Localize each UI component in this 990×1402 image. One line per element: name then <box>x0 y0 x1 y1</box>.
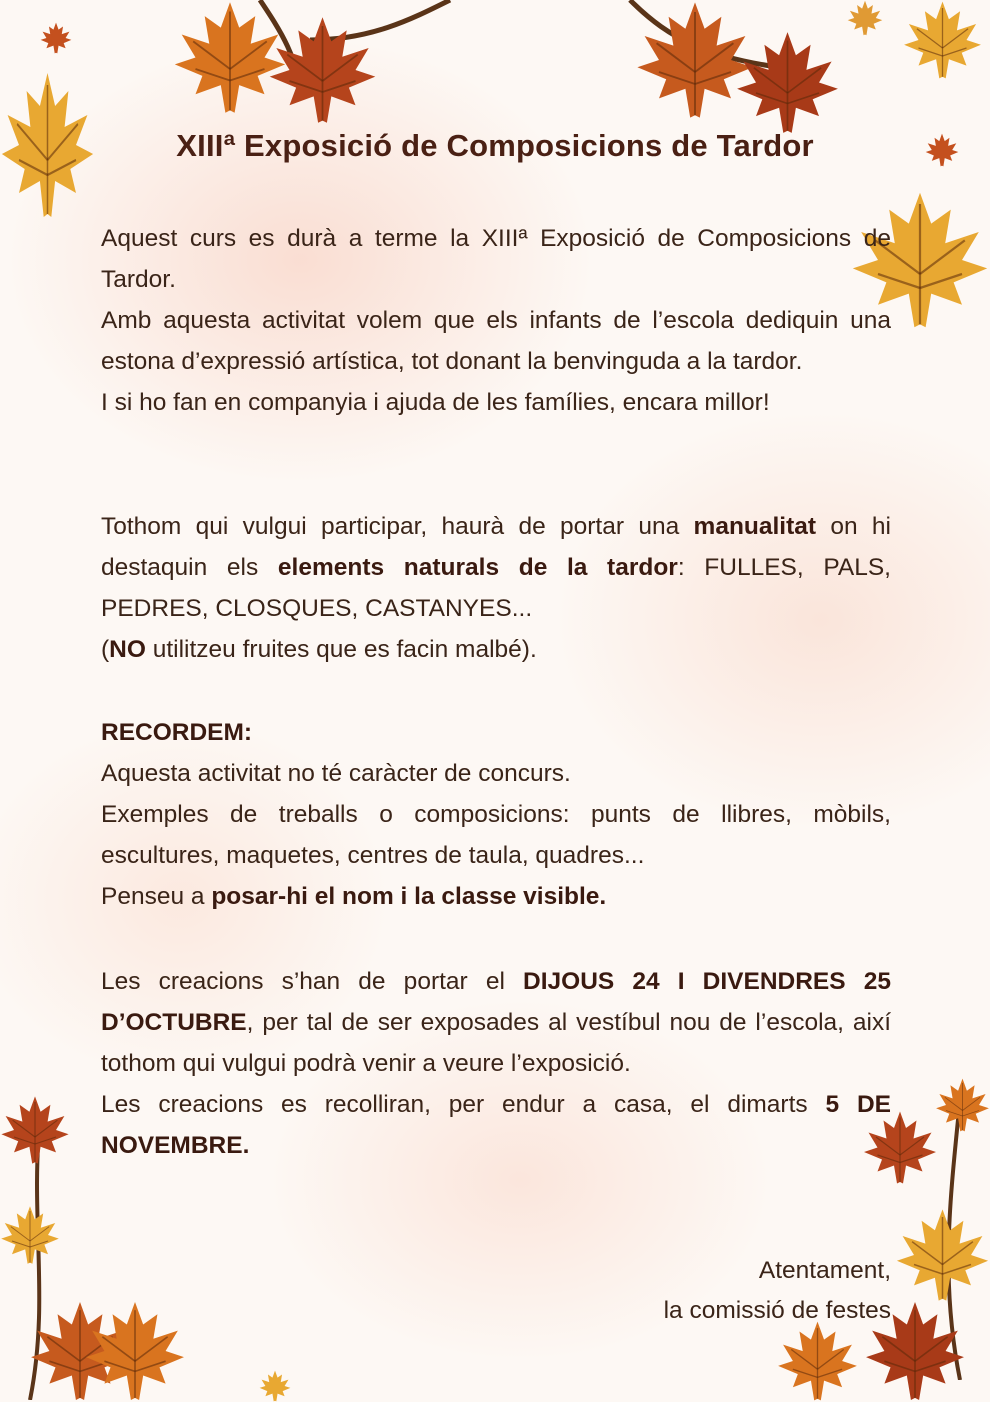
participation-text-5: utilitzeu fruites que es facin malbé). <box>145 636 537 663</box>
reminder-line-3a: Penseu a <box>101 883 212 910</box>
signature-line-1: Atentament, <box>758 1257 891 1284</box>
reminder-line-3-bold: posar-hi el nom i la classe visible. <box>211 883 607 910</box>
intro-paragraph <box>101 218 891 423</box>
dates-text-3: Les creacions es recolliran, per endur a casa, el dimarts <box>101 1091 826 1118</box>
dates-text-2: , per tal de ser exposades al vestíbul nou de l’escola, així tothom qui vulgui podrà venir a veure l’exposició. <box>101 1009 891 1077</box>
participation-bold-no: NO <box>109 636 146 663</box>
participation-text-2: on hi destaquin els <box>101 513 891 581</box>
dates-text-1: Les creacions s’han de portar el <box>101 968 524 995</box>
reminder-line-2: Exemples de treballs o composicions: punts de llibres, mòbils, escultures, maquetes, centres de taula, quadres... <box>101 801 891 869</box>
signature-line-2: la comissió de festes <box>663 1297 891 1324</box>
reminder-line-1: Aquesta activitat no té caràcter de concurs. <box>101 760 571 787</box>
participation-text-3: : FULLES, PALS, PEDRES, CLOSQUES, CASTANYES... <box>101 554 891 622</box>
reminder-heading: RECORDEM: <box>101 719 253 746</box>
participation-paragraph <box>101 506 891 670</box>
participation-text-1: Tothom qui vulgui participar, haurà de portar una <box>101 513 694 540</box>
intro-line-1: Aquest curs es durà a terme la XIIIª Exposició de Composicions de Tardor. <box>101 225 891 293</box>
intro-line-2: Amb aquesta activitat volem que els infants de l’escola dediquin una estona d’expressió artística, tot donant la benvinguda a la tardor. <box>101 307 891 375</box>
reminder-paragraph <box>101 712 891 917</box>
intro-line-3: I si ho fan en companyia i ajuda de les famílies, encara millor! <box>101 389 770 416</box>
dates-bold-pickup: 5 DE NOVEMBRE. <box>101 1091 892 1159</box>
participation-bold-manualitat: manualitat <box>693 513 817 540</box>
participation-text-4: ( <box>101 636 110 663</box>
dates-paragraph <box>101 961 891 1166</box>
participation-bold-elements: elements naturals de la tardor <box>277 554 678 581</box>
signature <box>664 1251 891 1331</box>
dates-bold-delivery: DIJOUS 24 I DIVENDRES 25 D’OCTUBRE <box>101 968 891 1036</box>
page-title: XIIIª Exposició de Composicions de Tardor <box>176 128 814 163</box>
